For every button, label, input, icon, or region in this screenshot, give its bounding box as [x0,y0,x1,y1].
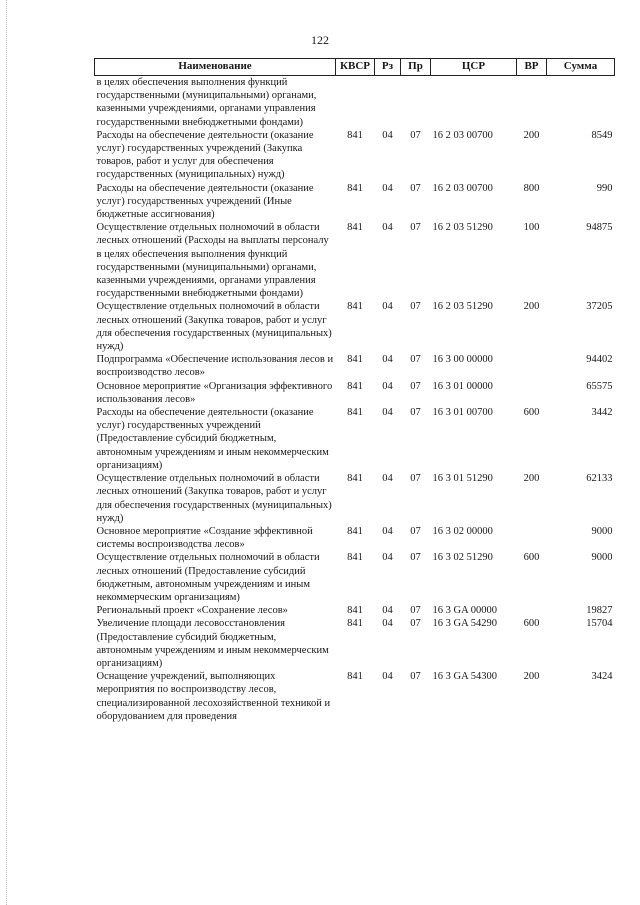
cell-name: Расходы на обеспечение деятельности (оказание услуг) государственных учреждений (Закупка товаров, работ и услуг для обеспечения государственных (муниципальных) нужд) [96,129,314,181]
cell-name: Основное мероприятие «Организация эффективного использования лесов» [96,380,333,405]
header-csr: ЦСР [431,59,517,76]
cell-vr [517,380,547,406]
cell-csr: 16 2 03 00700 [432,129,493,141]
table-body [95,76,615,723]
page-number: 122 [311,33,329,47]
table-header [95,59,615,76]
cell-vr [517,525,547,551]
cell-pr: 07 [410,473,421,485]
header-pr: Пр [401,59,431,76]
cell-pr: 07 [410,129,421,141]
cell-sum [547,76,615,129]
cell-pr: 07 [410,605,421,617]
table-row [95,182,615,222]
cell-vr: 600 [523,618,540,630]
table-row [95,617,615,670]
cell-kvsr: 841 [347,380,363,392]
cell-kvsr: 841 [347,182,363,194]
cell-kvsr: 841 [347,618,363,630]
cell-name: Осуществление отдельных полномочий в области лесных отношений (Закупка товаров, работ и услуг для обеспечения государственных (муниципальных) нужд) [96,301,332,353]
cell-vr: 100 [523,222,540,234]
cell-name: Основное мероприятие «Создание эффективной системы воспроизводства лесов» [96,525,313,551]
table-row [95,604,615,617]
table-row [95,472,615,525]
table-row [95,551,615,604]
cell-kvsr: 841 [347,552,363,564]
table-row [95,525,615,551]
cell-pr [401,76,431,129]
cell-kvsr: 841 [347,525,363,537]
table-row [95,406,615,472]
cell-sum: 94875 [586,222,613,234]
cell-pr: 07 [410,618,421,630]
cell-rz: 04 [382,407,393,419]
cell-pr: 07 [410,525,421,537]
header-sum: Сумма [547,59,615,76]
cell-rz [375,76,401,129]
cell-csr: 16 3 01 51290 [432,473,493,485]
cell-name: Региональный проект «Сохранение лесов» [96,605,288,617]
cell-vr: 600 [523,552,540,564]
header-kvsr: КВСР [336,59,375,76]
cell-csr: 16 3 GA 54300 [432,671,497,683]
cell-name: Осуществление отдельных полномочий в области лесных отношений (Предоставление субсидий бюджетным, автономным учреждениям и иным некоммерческим организациям) [96,552,320,603]
cell-sum: 8549 [591,129,613,141]
cell-rz: 04 [382,182,393,194]
cell-kvsr: 841 [347,354,363,366]
cell-rz: 04 [382,605,393,617]
cell-vr [517,353,547,379]
cell-sum: 62133 [586,473,613,485]
cell-vr: 200 [523,129,540,141]
cell-vr: 600 [523,407,540,419]
cell-rz: 04 [382,552,393,564]
cell-name: Осуществление отдельных полномочий в области лесных отношений (Закупка товаров, работ и услуг для обеспечения государственных (муниципальных) нужд) [96,473,332,524]
cell-kvsr: 841 [347,671,363,683]
header-vr: ВР [517,59,547,76]
cell-rz: 04 [382,380,393,392]
table-row [95,353,615,379]
cell-csr: 16 3 GA 54290 [432,618,497,630]
cell-pr: 07 [410,407,421,419]
budget-table [94,58,615,723]
table-row [95,221,615,300]
cell-pr: 07 [410,182,421,194]
table-row [95,670,615,723]
cell-vr: 200 [523,301,540,313]
table-row [95,300,615,353]
cell-pr: 07 [410,671,421,683]
cell-sum: 3442 [591,407,613,419]
cell-kvsr: 841 [347,301,363,313]
cell-kvsr: 841 [347,605,363,617]
cell-name: в целях обеспечения выполнения функций государственными (муниципальными) органами, казенными учреждениями, органами управления государственными внебюджетными фондами) [96,77,317,128]
table-row [95,380,615,406]
cell-rz: 04 [382,525,393,537]
cell-rz: 04 [382,473,393,485]
table-row [95,129,615,182]
cell-pr: 07 [410,354,421,366]
cell-csr: 16 3 01 00700 [432,407,493,419]
cell-csr: 16 3 00 00000 [432,354,493,366]
cell-pr: 07 [410,380,421,392]
cell-sum: 19827 [586,605,613,617]
table-row [95,76,615,129]
header-name: Наименование [95,59,336,76]
cell-kvsr [336,76,375,129]
cell-vr [517,76,547,129]
cell-rz: 04 [382,671,393,683]
cell-sum: 37205 [586,301,613,313]
cell-sum: 94402 [586,354,613,366]
cell-rz: 04 [382,301,393,313]
cell-sum: 9000 [591,525,613,537]
cell-name: Оснащение учреждений, выполняющих мероприятия по воспроизводству лесов, специализированной лесохозяйственной техникой и оборудованием для проведения [96,671,331,722]
cell-sum: 3424 [591,671,613,683]
cell-sum: 65575 [586,380,613,392]
cell-csr: 16 2 03 51290 [432,301,493,313]
cell-csr: 16 3 02 00000 [432,525,493,537]
cell-csr: 16 2 03 51290 [432,222,493,234]
cell-kvsr: 841 [347,129,363,141]
cell-pr: 07 [410,552,421,564]
cell-csr: 16 2 03 00700 [432,182,493,194]
cell-csr: 16 3 02 51290 [432,552,493,564]
cell-vr: 800 [523,182,540,194]
cell-vr: 200 [523,671,540,683]
cell-rz: 04 [382,354,393,366]
cell-name: Осуществление отдельных полномочий в области лесных отношений (Расходы на выплаты персоналу в целях обеспечения выполнения функций государственными (муниципальными) органами, казенными учреждениями, органами управления государственными внебюджетными фондами) [96,222,329,300]
cell-sum: 15704 [586,618,613,630]
cell-csr [431,76,517,129]
cell-kvsr: 841 [347,222,363,234]
cell-csr: 16 3 GA 00000 [432,605,497,617]
cell-name: Расходы на обеспечение деятельности (оказание услуг) государственных учреждений (Иные бюджетные ассигнования) [96,182,314,221]
cell-name: Подпрограмма «Обеспечение использования лесов и воспроизводство лесов» [96,354,334,379]
cell-name: Расходы на обеспечение деятельности (оказание услуг) государственных учреждений (Предоставление субсидий бюджетным, автономным учреждениям и иным некоммерческим организациям) [96,407,329,471]
cell-pr: 07 [410,222,421,234]
cell-pr: 07 [410,301,421,313]
scan-edge [6,0,8,905]
cell-kvsr: 841 [347,473,363,485]
cell-name: Увеличение площади лесовосстановления (Предоставление субсидий бюджетным, автономным учреждениям и иным некоммерческим организациям) [96,618,329,669]
cell-csr: 16 3 01 00000 [432,380,493,392]
cell-rz: 04 [382,222,393,234]
cell-rz: 04 [382,129,393,141]
cell-vr: 200 [523,473,540,485]
header-rz: Рз [375,59,401,76]
cell-vr [517,604,547,617]
cell-rz: 04 [382,618,393,630]
cell-sum: 990 [596,182,613,194]
cell-sum: 9000 [591,552,613,564]
cell-kvsr: 841 [347,407,363,419]
